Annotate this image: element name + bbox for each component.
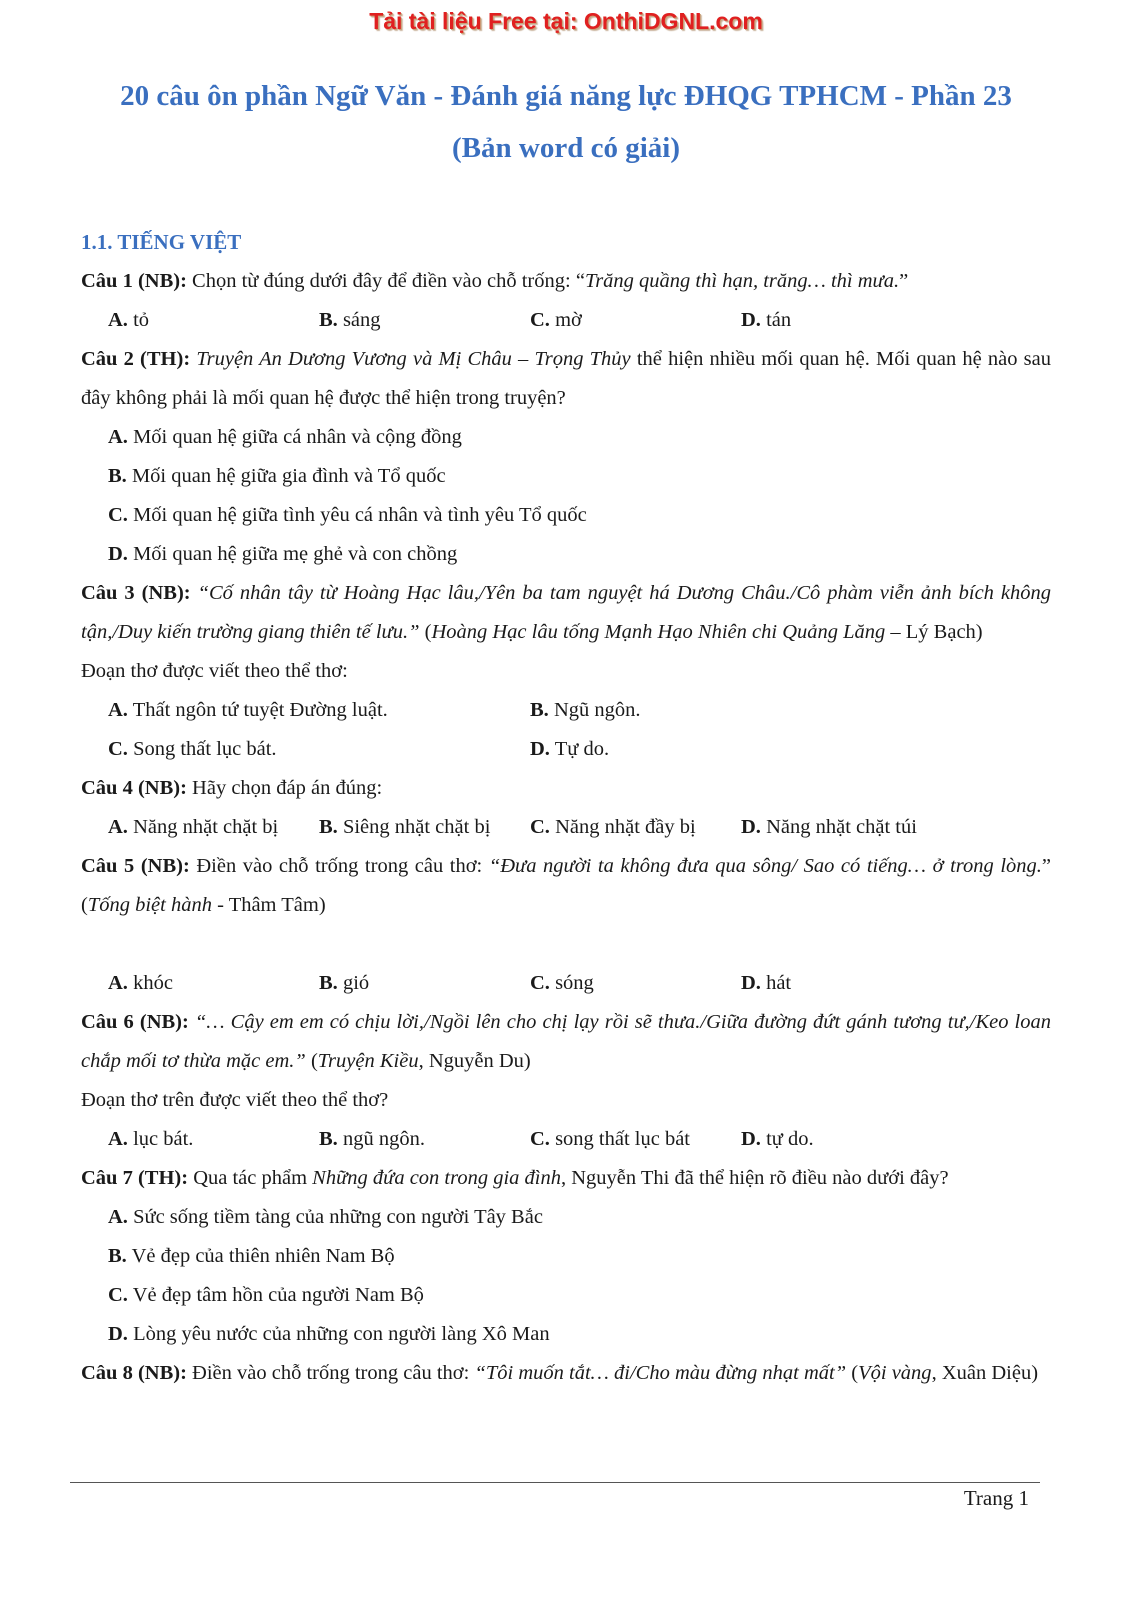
question-label: Câu 3 (NB): [81, 582, 191, 604]
option-a[interactable]: A. Năng nhặt chặt bị [108, 816, 279, 838]
option-b[interactable]: B. Mối quan hệ giữa gia đình và Tổ quốc [108, 465, 446, 487]
spacer [81, 925, 1051, 964]
option-b[interactable]: B. Vẻ đẹp của thiên nhiên Nam Bộ [108, 1245, 395, 1267]
option-c[interactable]: C. Vẻ đẹp tâm hồn của người Nam Bộ [108, 1284, 424, 1306]
option-b[interactable]: B. ngũ ngôn. [319, 1128, 425, 1150]
question-6-options [81, 1120, 1051, 1159]
question-8: Câu 8 (NB): Điền vào chỗ trống trong câu thơ: “Tôi muốn tắt… đi/Cho màu đừng nhạt mất” (Vội vàng, Xuân Diệu) [81, 1362, 1039, 1384]
question-label: Câu 5 (NB): [81, 855, 190, 877]
question-label: Câu 4 (NB): [81, 777, 187, 799]
option-c[interactable]: C. Năng nhặt đầy bị [530, 816, 696, 838]
question-7: Câu 7 (TH): Qua tác phẩm Những đứa con trong gia đình, Nguyễn Thi đã thể hiện rõ điều nào dưới đây? [81, 1167, 949, 1189]
option-c[interactable]: C. sóng [530, 972, 594, 994]
option-c[interactable]: C. Song thất lục bát. [108, 738, 277, 760]
footer-divider [70, 1482, 1040, 1483]
option-a[interactable]: A. Sức sống tiềm tàng của những con người Tây Bắc [108, 1206, 543, 1228]
question-label: Câu 8 (NB): [81, 1362, 187, 1384]
question-2: Câu 2 (TH): Truyện An Dương Vương và Mị Châu – Trọng Thủy thể hiện nhiều mối quan hệ. Mối quan hệ nào sau đây không phải là mối quan hệ được thể hiện trong truyện? [81, 348, 1052, 409]
question-5: Câu 5 (NB): Điền vào chỗ trống trong câu thơ: “Đưa người ta không đưa qua sông/ Sao có tiếng… ở trong lòng.” (Tống biệt hành - Thâm Tâm) [81, 855, 1051, 916]
question-label: Câu 1 (NB): [81, 270, 187, 292]
question-5-options [81, 964, 1051, 1003]
document-subtitle: (Bản word có giải) [452, 132, 680, 164]
option-d[interactable]: D. hát [741, 972, 792, 994]
question-label: Câu 6 (NB): [81, 1011, 189, 1033]
option-d[interactable]: D. Mối quan hệ giữa mẹ ghẻ và con chồng [108, 543, 458, 565]
question-label: Câu 2 (TH): [81, 348, 191, 370]
question-1: Câu 1 (NB): Chọn từ đúng dưới đây để điền vào chỗ trống: “Trăng quầng thì hạn, trăng… thì mưa.” [81, 270, 909, 292]
option-a[interactable]: A. Mối quan hệ giữa cá nhân và cộng đồng [108, 426, 462, 448]
question-6-prompt: Đoạn thơ trên được viết theo thể thơ? [81, 1089, 389, 1111]
question-6: Câu 6 (NB): “… Cậy em em có chịu lời,/Ngồi lên cho chị lạy rồi sẽ thưa./Giữa đường đứt gánh tương tư,/Keo loan chắp mối tơ thừa mặc em.” (Truyện Kiều, Nguyễn Du) [81, 1011, 1051, 1072]
option-a[interactable]: A. Thất ngôn tứ tuyệt Đường luật. [108, 699, 388, 721]
option-c[interactable]: C. mờ [530, 309, 582, 331]
question-3-options-row-2 [81, 730, 1051, 769]
question-label: Câu 7 (TH): [81, 1167, 189, 1189]
question-4-options [81, 808, 1051, 847]
option-a[interactable]: A. tỏ [108, 309, 150, 331]
option-b[interactable]: B. Ngũ ngôn. [530, 699, 641, 721]
option-a[interactable]: A. khóc [108, 972, 173, 994]
question-1-options [81, 301, 1051, 340]
document-body [81, 223, 1051, 1393]
option-d[interactable]: D. tự do. [741, 1128, 814, 1150]
question-4: Câu 4 (NB): Hãy chọn đáp án đúng: [81, 777, 383, 799]
question-3-prompt: Đoạn thơ được viết theo thể thơ: [81, 660, 348, 682]
option-a[interactable]: A. lục bát. [108, 1128, 194, 1150]
option-b[interactable]: B. sáng [319, 309, 381, 331]
document-title: 20 câu ôn phần Ngữ Văn - Đánh giá năng lực ĐHQG TPHCM - Phần 23 [120, 80, 1012, 112]
option-d[interactable]: D. Lòng yêu nước của những con người làng Xô Man [108, 1323, 550, 1345]
option-d[interactable]: D. tán [741, 309, 792, 331]
option-b[interactable]: B. Siêng nhặt chặt bị [319, 816, 491, 838]
site-banner[interactable]: Tải tài liệu Free tại: OnthiDGNL.com [369, 8, 763, 34]
option-d[interactable]: D. Năng nhặt chặt túi [741, 816, 917, 838]
option-c[interactable]: C. song thất lục bát [530, 1128, 690, 1150]
option-d[interactable]: D. Tự do. [530, 738, 610, 760]
question-3: Câu 3 (NB): “Cố nhân tây từ Hoàng Hạc lâu,/Yên ba tam nguyệt há Dương Châu./Cô phàm viễn ảnh bích không tận,/Duy kiến trường giang thiên tế lưu.” (Hoàng Hạc lâu tống Mạnh Hạo Nhiên chi Quảng Lăng – Lý Bạch) [81, 582, 1051, 643]
section-heading: 1.1. TIẾNG VIỆT [81, 230, 242, 254]
question-3-options-row-1 [81, 691, 1051, 730]
page-number: Trang 1 [963, 1486, 1029, 1510]
option-c[interactable]: C. Mối quan hệ giữa tình yêu cá nhân và tình yêu Tổ quốc [108, 504, 587, 526]
option-b[interactable]: B. gió [319, 972, 370, 994]
